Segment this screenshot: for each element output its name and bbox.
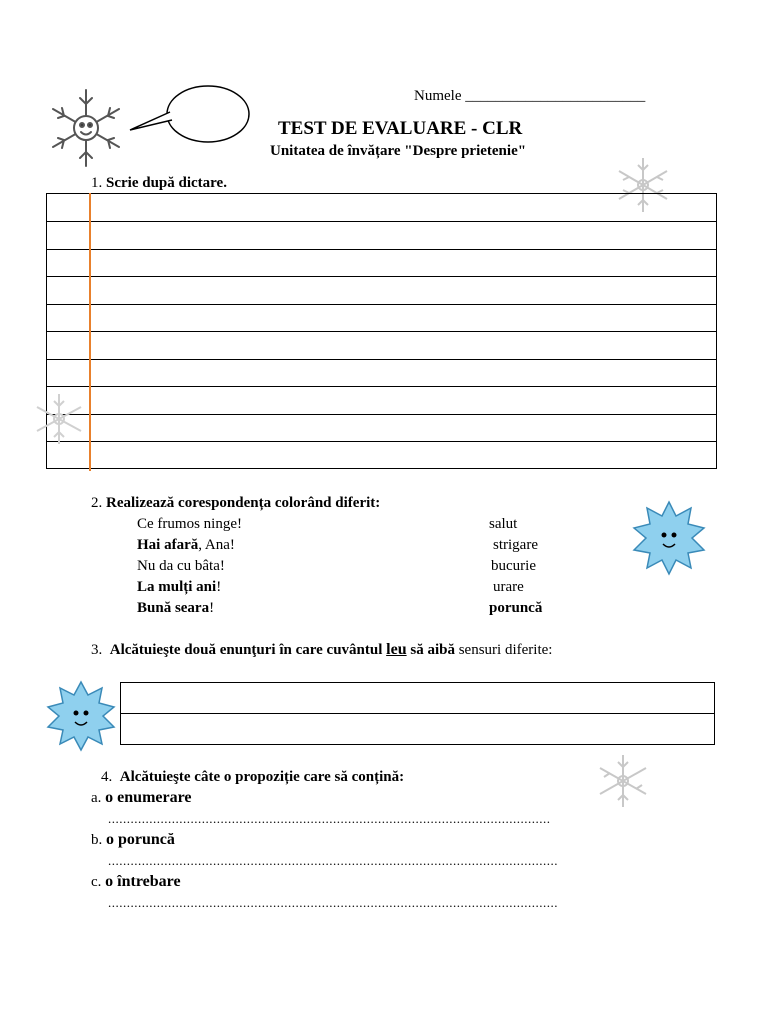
task3-heading <box>91 641 552 659</box>
grid-line <box>47 414 716 415</box>
task4-text: Alcătuieşte câte o propoziție care să conțină: <box>119 769 405 785</box>
match-right-item[interactable]: strigare <box>493 537 538 553</box>
item-letter: c. <box>91 874 102 890</box>
task4-item-a <box>91 789 192 807</box>
match-left-item[interactable]: Hai afară, Ana! <box>137 537 235 553</box>
grid-line <box>47 276 716 277</box>
match-right-item[interactable]: bucurie <box>491 558 536 574</box>
page-title: TEST DE EVALUARE - CLR <box>278 118 523 139</box>
task3-text-before: Alcătuieşte două enunţuri în care cuvântul <box>109 642 383 658</box>
speech-bubble-icon <box>130 86 249 142</box>
snowflake-icon <box>30 390 88 448</box>
cartoon-snowflake-illustration <box>42 84 257 170</box>
item-letter: a. <box>91 790 102 806</box>
task1-number: 1. <box>91 175 103 191</box>
name-field[interactable] <box>414 87 645 105</box>
grid-line <box>47 304 716 305</box>
task3-text-mid: să aibă <box>410 642 455 658</box>
match-right-item[interactable]: poruncă <box>489 600 543 616</box>
match-left-item[interactable]: Bună seara! <box>137 600 215 616</box>
answer-line[interactable]: ........................................................................................................................ <box>108 895 558 910</box>
task2-right-list <box>489 515 569 620</box>
task1-text: Scrie după dictare. <box>106 175 227 191</box>
task3-number: 3. <box>91 642 103 658</box>
cartoon-snowflake-icon <box>53 90 119 166</box>
blue-snowflake-character-icon <box>44 678 118 754</box>
task2-number: 2. <box>91 495 103 511</box>
task3-answer-box[interactable] <box>120 682 715 745</box>
match-right-item[interactable]: urare <box>493 579 524 595</box>
dictation-writing-grid[interactable] <box>46 193 717 469</box>
grid-line <box>47 221 716 222</box>
item-label: o poruncă <box>106 831 175 848</box>
match-right-item[interactable]: salut <box>489 516 518 532</box>
item-label: o enumerare <box>105 789 192 806</box>
blue-snowflake-character-icon <box>628 498 710 578</box>
task1-heading <box>91 174 227 192</box>
grid-line <box>47 331 716 332</box>
task2-heading <box>91 494 380 512</box>
name-line[interactable]: ________________________ <box>465 88 646 104</box>
task3-keyword: leu <box>386 641 407 658</box>
task4-item-c <box>91 873 181 891</box>
snowflake-icon <box>592 752 654 810</box>
page-subtitle: Unitatea de învățare "Despre prietenie" <box>270 143 527 159</box>
grid-line <box>47 249 716 250</box>
match-left-item[interactable]: Nu da cu bâta! <box>137 558 225 574</box>
grid-line <box>47 359 716 360</box>
grid-line <box>47 386 716 387</box>
task2-text: Realizează corespondența colorând diferit: <box>106 495 381 511</box>
answer-divider <box>121 713 714 714</box>
task3-text-after: sensuri diferite: <box>458 642 553 658</box>
match-left-item[interactable]: La mulți ani! <box>137 579 222 595</box>
answer-line[interactable]: ...................................................................................................................... <box>108 811 551 826</box>
item-letter: b. <box>91 832 103 848</box>
item-label: o întrebare <box>105 873 181 890</box>
task4-heading <box>101 768 404 786</box>
name-label: Numele <box>414 88 462 104</box>
task4-number: 4. <box>101 769 113 785</box>
margin-line <box>89 193 91 471</box>
answer-line[interactable]: ........................................................................................................................ <box>108 853 558 868</box>
match-left-item[interactable]: Ce frumos ninge! <box>137 516 242 532</box>
grid-line <box>47 441 716 442</box>
task2-left-list <box>137 515 242 620</box>
task4-item-b <box>91 831 175 849</box>
